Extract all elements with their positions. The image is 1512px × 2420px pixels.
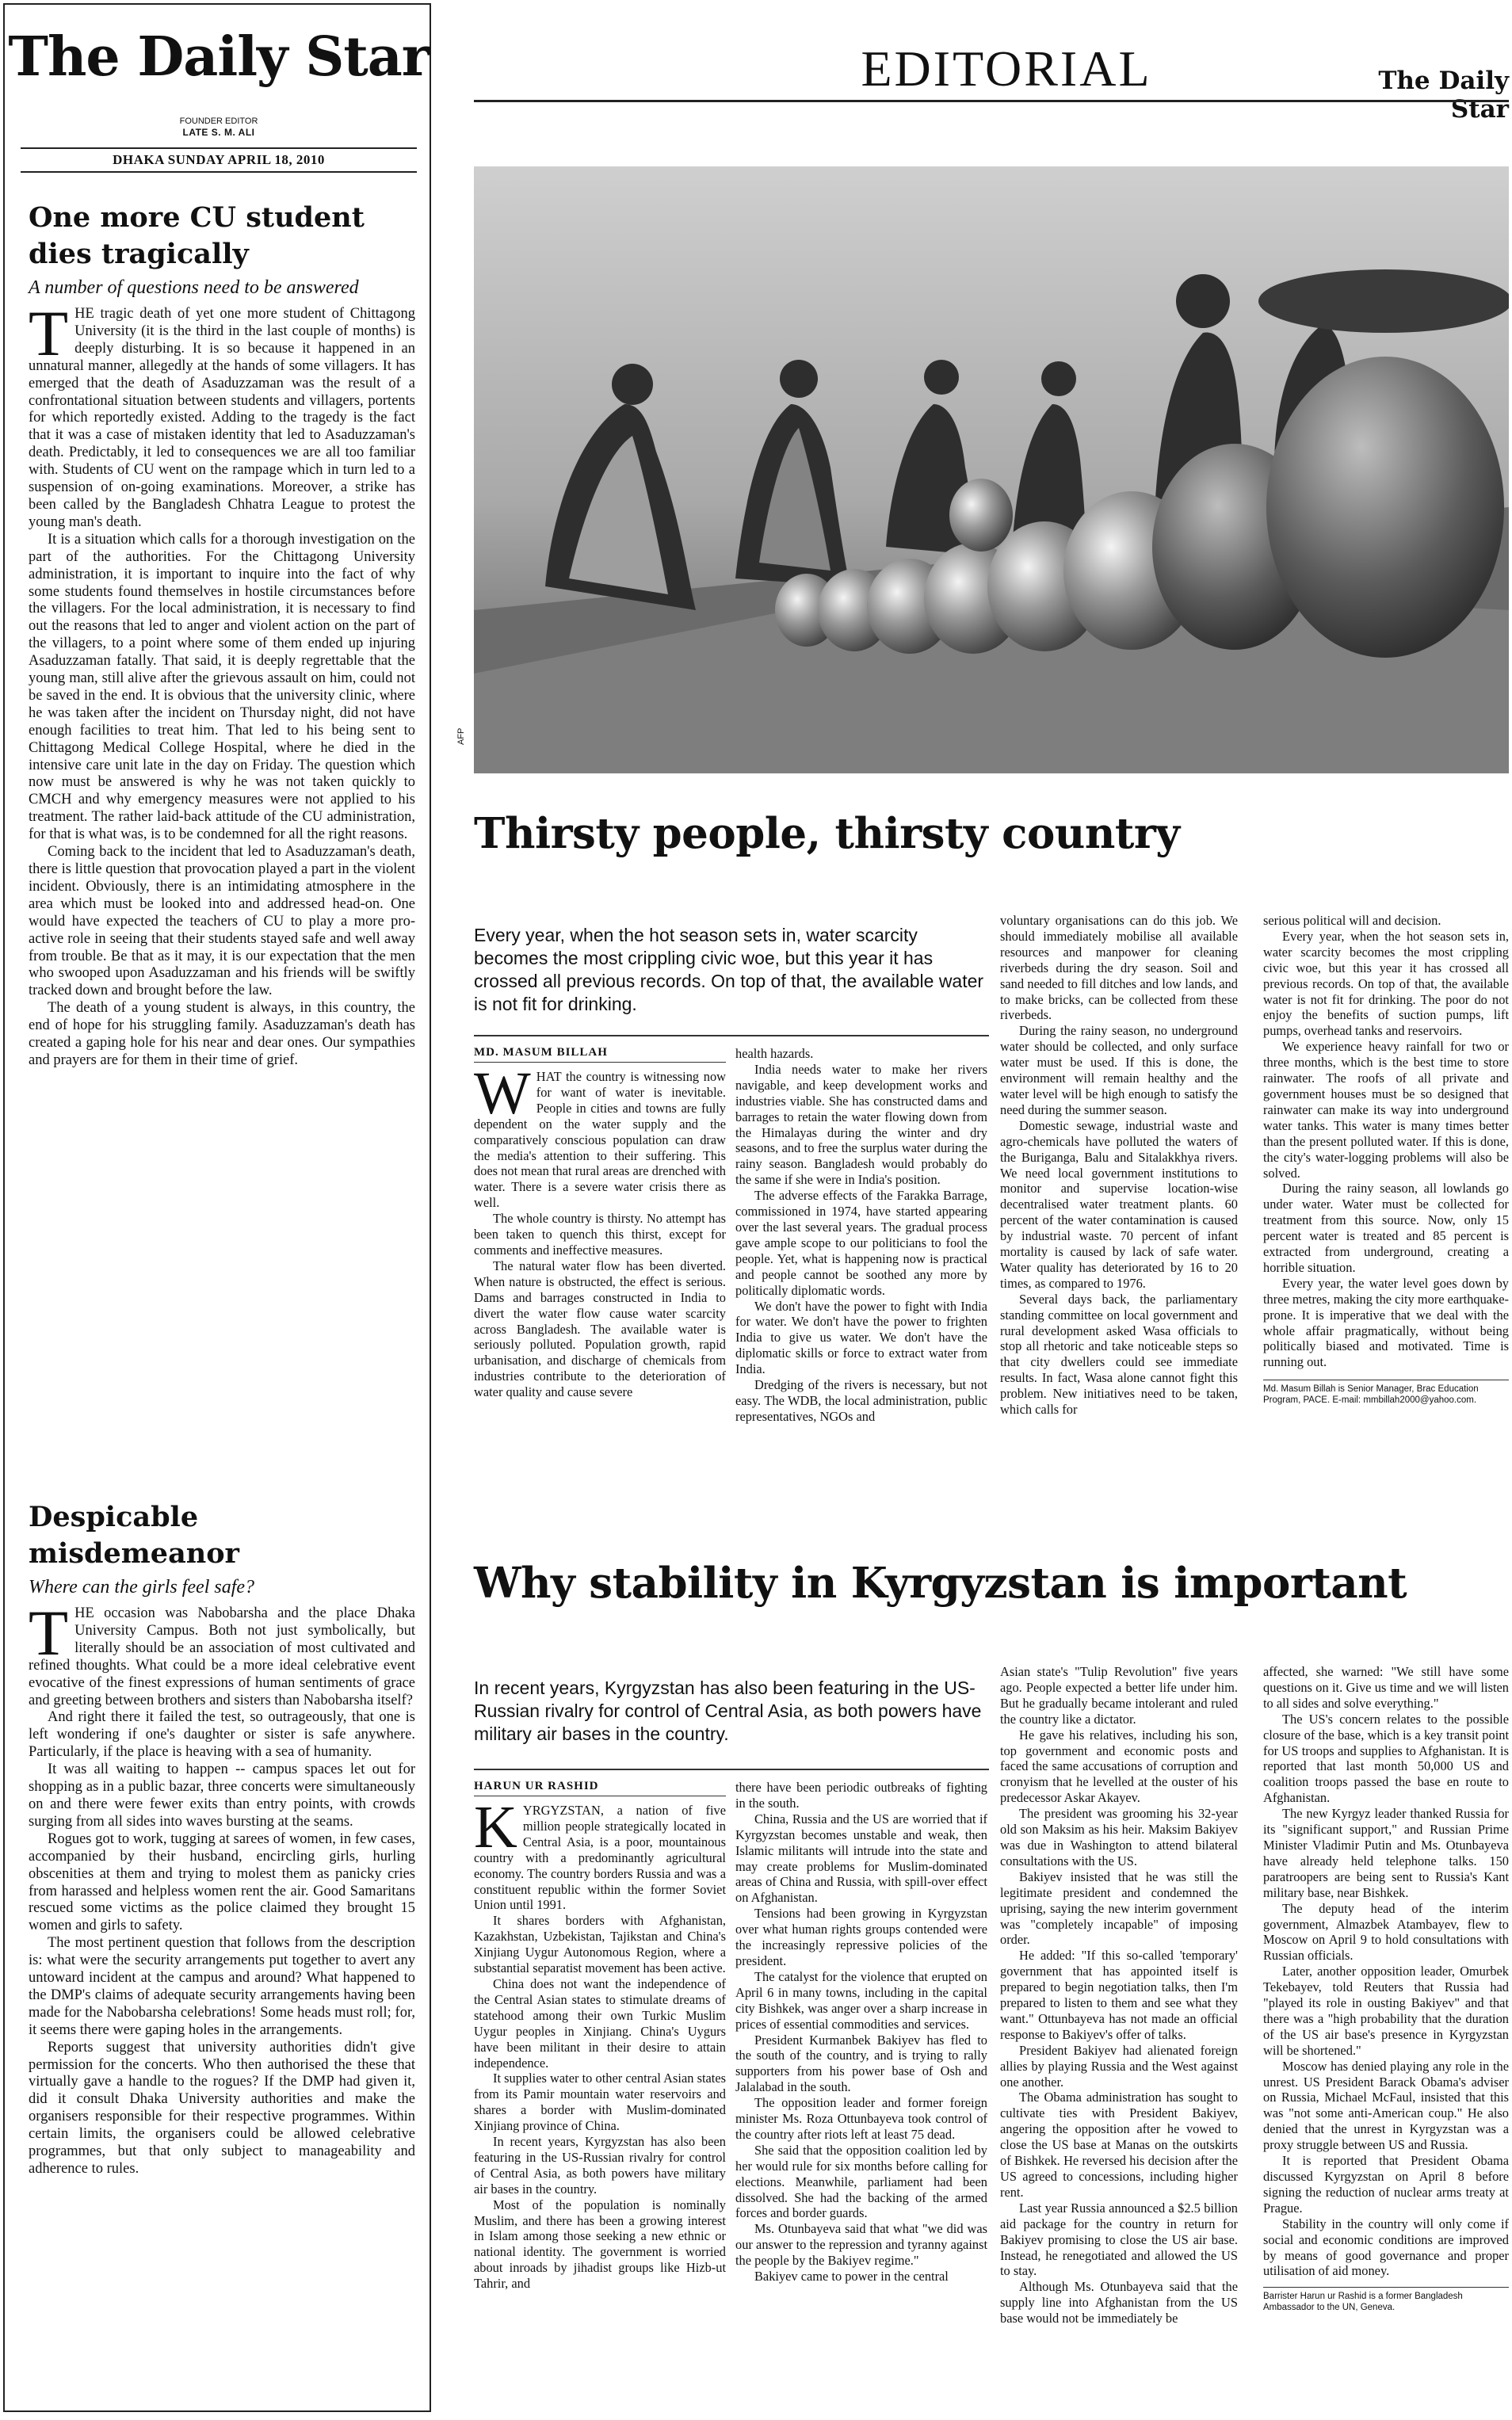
intro-rule bbox=[474, 1035, 989, 1036]
water-queue-photo bbox=[474, 166, 1509, 773]
editorial-cu-subtitle: A number of questions need to be answered bbox=[29, 277, 359, 298]
paragraph: Reports suggest that university authorities didn't give permission for the concerts. Who then authorised the these that virtually gave a handle to the rogues? If the DMP had given it, did it consult Dhaka University authorities and make the organisers responsible for their respective programmes. Within certain limits, the organisers could be allowed celebrative programmes, but that only subject to manageability and adherence to rules. bbox=[29, 2039, 415, 2177]
article-kyrgyzstan-col1 bbox=[474, 1780, 726, 2292]
paragraph: India needs water to make her rivers navigable, and keep development works and industries viable. She has constructed dams and barrages to retain the water flowing down from the Himalayas during the winter and dry seasons, and to free the surplus water during the rainy season. Bangladesh would probably do the same if she were in India's position. bbox=[735, 1061, 987, 1188]
founder-label: FOUNDER EDITOR bbox=[179, 116, 258, 126]
paragraph: The deputy head of the interim government, Almazbek Atambayev, flew to Moscow on April 9 to hold consultations with Russian officials. bbox=[1263, 1900, 1509, 1964]
paragraph: The death of a young student is always, in this country, the end of hope for his struggling family. Asaduzzaman's death has created a gaping hole for his near and dear ones. Our sympathies and prayers are for them in their time of grief. bbox=[29, 1000, 415, 1068]
paragraph: Every year, the water level goes down by three metres, making the city more earthquake-prone. It is imperative that we deal with the whole affair pragmatically, without being politically biased and motivated. Time is running out. bbox=[1263, 1275, 1509, 1370]
paragraph: The US's concern relates to the possible closure of the base, which is a key transit point for US troops and supplies to Afghanistan. It is reported that last month 50,000 US and coalition troops passed the base en route to Afghanistan. bbox=[1263, 1711, 1509, 1806]
paragraph: During the rainy season, all lowlands go under water. Water must be collected for treatment from this source. Now, only 15 percent water is treated and 85 percent is extracted from underground, creating a horrible situation. bbox=[1263, 1181, 1509, 1275]
article-kyrgyzstan-byline: HARUN UR RASHID bbox=[474, 1780, 726, 1796]
article-water-col1 bbox=[474, 1046, 726, 1400]
paragraph: The whole country is thirsty. No attempt has been taken to quench this thirst, except for comments and ineffective measures. bbox=[474, 1211, 726, 1258]
article-kyrgyzstan-col2 bbox=[735, 1780, 987, 2284]
paragraph: President Kurmanbek Bakiyev has fled to the south of the country, and is trying to rally supporters from his power base of Osh and Jalalabad in the south. bbox=[735, 2032, 987, 2095]
drop-cap: T bbox=[29, 1597, 69, 1669]
paragraph: THE occasion was Nabobarsha and the place Dhaka University Campus. Both not just symbolically, but literally should be an association of most cultivated and refined thoughts. What could be a more ideal celebrative event evocative of the finest expressions of human sentiments of grace and greeting between brothers and sisters than Nabobarsha itself? bbox=[29, 1597, 415, 1708]
paragraph: It supplies water to other central Asian states from its Pamir mountain water reservoirs and shares a border with Muslim-dominated Xinjiang province of China. bbox=[474, 2071, 726, 2134]
drop-cap: W bbox=[474, 1060, 531, 1127]
drop-cap: T bbox=[29, 297, 69, 369]
article-kyrgyzstan-col4 bbox=[1263, 1664, 1509, 2313]
paragraph: serious political will and decision. bbox=[1263, 913, 1441, 928]
paragraph: China, Russia and the US are worried that if Kyrgyzstan becomes unstable and weak, then Islamic militants will intrude into the state and may create problems for Muslim-dominated areas of China and Russia, with spill-over effect on Afghanistan. bbox=[735, 1811, 987, 1906]
article-kyrgyzstan-title: Why stability in Kyrgyzstan is important bbox=[474, 1559, 1407, 1608]
paragraph: Ms. Otunbayeva said that what "we did was our answer to the repression and tyranny against the people by the Bakiyev regime." bbox=[735, 2221, 987, 2269]
photo-illustration bbox=[474, 166, 1509, 773]
paragraph: Stability in the country will only come if social and economic conditions are improved by means of good governance and proper utilisation of aid money. bbox=[1263, 2216, 1509, 2279]
drop-cap: K bbox=[474, 1794, 517, 1861]
article-water-col2 bbox=[735, 1046, 987, 1425]
paragraph: WHAT the country is witnessing now for want of water is inevitable. People in cities and towns are fully dependent on the water supply and the comparatively conscious population can draw the media's attention to their suffering. This does not mean that rural areas are drenched with water. There is a severe water crisis there as well. bbox=[474, 1060, 726, 1211]
editorial-misdemeanor-body bbox=[29, 1597, 415, 2178]
article-kyrgyzstan-intro: In recent years, Kyrgyzstan has also been featuring in the US-Russian rivalry for control of Central Asia, as both powers have military air bases in the country. bbox=[474, 1678, 982, 1744]
paragraph: He added: "If this so-called 'temporary' government that has appointed itself is prepared to begin negotiation talks, then I'm prepared to listen to them and see what they want." Ottunbayeva has not made an official response to Bakiyev's offer of talks. bbox=[1000, 1948, 1238, 2042]
paragraph: Later, another opposition leader, Omurbek Tekebayev, told Reuters that Russia had "played its role in ousting Bakiyev" and that there was a "high probability that the duration of the US air base's presence in Kyrgyzstan will be shortened." bbox=[1263, 1964, 1509, 2058]
paragraph: During the rainy season, no underground water should be collected, and only surface water must be used. If this is done, the environment will remain healthy and the water level will be high enough to satisfy the need during the summer season. bbox=[1000, 1023, 1238, 1117]
paragraph: The president was grooming his 32-year old son Maksim as his heir. Maksim Bakiyev was due in Washington to attend bilateral consultations with the US. bbox=[1000, 1806, 1238, 1868]
founder-name: LATE S. M. ALI bbox=[182, 127, 255, 138]
editorial-cu-student bbox=[29, 200, 415, 1070]
article-water-intro: Every year, when the hot season sets in, water scarcity becomes the most crippling civic woe, but this year it has crossed all previous records. On top of that, the available water is not fit for drinking. bbox=[474, 925, 984, 1014]
editorial-misdemeanor bbox=[29, 1499, 415, 2178]
paragraph: KYRGYZSTAN, a nation of five million people strategically located in Central Asia, is a poor, mountainous country with a predominantly agricultural economy. The country borders Russia and was a constituent republic within the former Soviet Union until 1991. bbox=[474, 1794, 726, 1913]
paragraph: The adverse effects of the Farakka Barrage, commissioned in 1974, have started appearing over the last several years. The gradual process gave ample scope to our politicians to fool the people. Yet, what is happening now is practical and people cannot be soothed any more by politically diplomatic words. bbox=[735, 1188, 987, 1298]
paragraph: The most pertinent question that follows from the description is: what were the security arrangements put together to avert any untoward incident at the campus and around? What happened to the DMP's claims of adequate security arrangements having been made for the Nabobarsha celebrations! Some heads must roll; for, it seems there were gaping holes in the arrangements. bbox=[29, 1935, 415, 2038]
paragraph: The opposition leader and former foreign minister Ms. Roza Ottunbayeva took control of the country after riots left at least 75 dead. bbox=[735, 2095, 987, 2142]
paragraph: The Obama administration has sought to cultivate ties with President Bakiyev, angering the opposition after he vowed to close the US base at Manas on the outskirts of Bishkek. He reversed his decision after the US agreed to concessions, including higher rent. bbox=[1000, 2090, 1238, 2200]
paragraph: Although Ms. Otunbayeva said that the supply line into Afghanistan from the US base would not be immediately be bbox=[1000, 2279, 1238, 2326]
masthead-title: The Daily Star bbox=[8, 25, 430, 89]
left-editorial-column bbox=[3, 3, 431, 2412]
paragraph: He gave his relatives, including his son, top government and economic posts and faced the same accusations of corruption and cronyism that he levelled at the ouster of his predecessor Askar Akayev. bbox=[1000, 1727, 1238, 1806]
paragraph: The new Kyrgyz leader thanked Russia for its "significant support," and Russian Prime Minister Vladimir Putin and Ms. Otunbayeva have already held telephone talks. 150 paratroopers are being sent to Russia's Kant military base, near Bishkek. bbox=[1263, 1806, 1509, 1900]
paragraph: THE tragic death of yet one more student of Chittagong University (it is the third in the last couple of months) is deeply disturbing. It is so because it happened in an unnatural manner, allegedly at the hands of some villagers. It has emerged that the death of Asaduzzaman was the result of a confrontational situation between students and villagers, portents for which reportedly existed. Adding to the tragedy is the fact that it was a case of mistaken identity that led to Asaduzzaman's death. Predictably, it led to consequences we are all too familiar with. Students of CU went on the rampage which in turn led to a suspension of on-going examinations. Moreover, a strike has been called by the Bangladesh Chhatra League to protest the young man's death. bbox=[29, 297, 415, 530]
article-kyrgyzstan-col3 bbox=[1000, 1664, 1238, 2326]
author-note: Barrister Harun ur Rashid is a former Bangladesh Ambassador to the UN, Geneva. bbox=[1263, 2287, 1509, 2313]
paragraph: Several days back, the parliamentary standing committee on local government and rural development asked Wasa officials to stop all rhetoric and take noticeable steps so that city dwellers could see immediate results. In fact, Wasa alone cannot fight this problem. New initiatives need to be taken, which calls for bbox=[1000, 1291, 1238, 1418]
paragraph: Domestic sewage, industrial waste and agro-chemicals have polluted the waters of the Buriganga, Balu and Sitalakkhya rivers. We need local government institutions to monitor and supervise location-wise decentralised water treatment plants. 60 percent of the water contamination is caused by industrial waste. 70 percent of infant mortality is caused by lack of safe water. Water quality has deteriorated by 16 to 20 times, as compared to 1976. bbox=[1000, 1117, 1238, 1291]
intro-rule bbox=[474, 1769, 989, 1770]
paragraph: Dredging of the rivers is necessary, but not easy. The WDB, the local administration, public representatives, NGOs and bbox=[735, 1377, 987, 1424]
paragraph: health hazards. bbox=[735, 1046, 814, 1061]
article-water-col4 bbox=[1263, 913, 1509, 1406]
paragraph: In recent years, Kyrgyzstan has also been featuring in the US-Russian rivalry for control of Central Asia, as both powers have military air bases in the country. bbox=[474, 2134, 726, 2197]
paragraph: Asian state's "Tulip Revolution" five years ago. People expected a better life under him. But he gradually became intolerant and ruled the country like a dictator. bbox=[1000, 1664, 1238, 1727]
editorial-misdemeanor-title: Despicable misdemeanor bbox=[29, 1501, 239, 1570]
paragraph: Bakiyev insisted that he was still the legitimate president and condemned the uprising, saying the new interim government was "completely incapable" of imposing order. bbox=[1000, 1868, 1238, 1948]
paragraph: The catalyst for the violence that erupted on April 6 in many towns, including in the capital city Bishkek, was anger over a sharp increase in prices of essential commodities and services. bbox=[735, 1968, 987, 2032]
dateline: DHAKA SUNDAY APRIL 18, 2010 bbox=[21, 147, 417, 173]
paragraph: China does not want the independence of the Central Asian states to stimulate dreams of statehood among their own Turkic Muslim Uygur peoples in Xinjiang. China's Uygurs have been militant in their desire to attain independence. bbox=[474, 1975, 726, 2071]
section-rule bbox=[474, 100, 1509, 102]
paragraph: It is a situation which calls for a thorough investigation on the part of the authorities. For the Chittagong University administration, it is important to inquire into the fact of why some students found themselves in hostile circumstances before the villagers. For the local administration, it is necessary to find out the reasons that led to anger and violent action on the part of the villagers, to a point where some of them ended up injuring Asaduzzaman fatally. That said, it is deeply regrettable that the young man, still alive after the grievous assault on him, could not be saved in the end. It is obvious that the university clinic, where he was taken after the incident on Thursday night, did not have enough facilities to treat him. That led to his being sent to Chittagong Medical College Hospital, where he died in the intensive care unit late in the day on Friday. The question which now must be answered is why he was not taken quickly to CMCH and why emergency measures were not applied to his treatment. The rather laid-back attitude of the CU administration, for that is what was, is to be condemned for all the right reasons. bbox=[29, 531, 415, 843]
paragraph: Coming back to the incident that led to Asaduzzaman's death, there is little question that provocation played a part in the violent incident. Obviously, there is an intimidating atmosphere in the area which must be looked into and addressed head-on. One would have expected the teachers of CU to play a more pro-active role in seeing that their students stayed safe and well away from trouble. Be that as it may, it is our expectation that the men who swooped upon Asaduzzaman and his friends will be swiftly tracked down and brought before the law. bbox=[29, 844, 415, 999]
paragraph: The natural water flow has been diverted. When nature is obstructed, the effect is serious. Dams and barrages constructed in India to divert the water flow cause water scarcity across Bangladesh. The available water is seriously polluted. Population growth, rapid urbanisation, and discharge of chemicals from industries contribute to the deterioration of water quality and cause severe bbox=[474, 1258, 726, 1400]
paragraph: Last year Russia announced a $2.5 billion aid package for the country in return for Bakiyev promising to close the US air base. Instead, he renegotiated and allowed the US to stay. bbox=[1000, 2200, 1238, 2279]
paragraph: We don't have the power to fight with India for water. We don't have the power to frighten India to give us water. We don't have the diplomatic skills or force to extract water from India. bbox=[735, 1298, 987, 1377]
founder-credit bbox=[5, 116, 433, 138]
editorial-cu-body bbox=[29, 297, 415, 1070]
photo-credit: AFP bbox=[456, 727, 466, 745]
paragraph: Every year, when the hot season sets in, water scarcity becomes the most crippling civic woe, but this year it has crossed all previous records. On top of that, the available water is not fit for drinking. The poor do not enjoy the benefits of suction pumps, lift pumps, overhead tanks and reservoirs. bbox=[1263, 928, 1509, 1039]
editorial-cu-title: One more CU student dies tragically bbox=[29, 201, 365, 270]
paragraph: Tensions had been growing in Kyrgyzstan over what human rights groups contended were the increasingly repressive policies of the president. bbox=[735, 1906, 987, 1968]
paragraph: It was all waiting to happen -- campus spaces let out for shopping as in a public bazar, three concerts were simultaneously on and there were fewer exits than entry points, with crowds surging from all sides into waves bursting at the seams. bbox=[29, 1762, 415, 1830]
editorial-misdemeanor-subtitle: Where can the girls feel safe? bbox=[29, 1577, 255, 1597]
section-title: EDITORIAL bbox=[861, 40, 1152, 97]
paragraph: Most of the population is nominally Muslim, and there has been a growing interest in Islam among those seeking a new ethnic or national identity. The government is worried about inroads by jihadist groups like Hizb-ut Tahrir, and bbox=[474, 2197, 726, 2292]
paragraph: Moscow has denied playing any role in the unrest. US President Barack Obama's adviser on Russia, Michael McFaul, insisted that this was "not some anti-American coup." He also denied that the unrest in Kyrgyzstan was a proxy struggle between US and Russia. bbox=[1263, 2058, 1509, 2153]
author-note: Md. Masum Billah is Senior Manager, Brac Education Program, PACE. E-mail: mmbillah2000@yahoo.com. bbox=[1263, 1380, 1509, 1406]
paragraph: And right there it failed the test, so outrageously, that one is left wondering if one's daughter or sister is safe anywhere. Particularly, if the place is heaving with a sea of humanity. bbox=[29, 1709, 415, 1761]
paragraph: affected, she warned: "We still have some questions on it. Give us time and we will listen to all sides and solve everything." bbox=[1263, 1664, 1509, 1711]
paragraph: Bakiyev came to power in the central bbox=[754, 2269, 949, 2284]
article-water-title: Thirsty people, thirsty country bbox=[474, 809, 1180, 858]
paragraph: voluntary organisations can do this job. We should immediately mobilise all available resources and manpower for cleaning riverbeds during the dry season. Soil and sand needed to fill ditches and low lands, and to make bricks, can be collected from these riverbeds. bbox=[1000, 913, 1238, 1023]
paragraph: It is reported that President Obama discussed Kyrgyzstan on April 8 before signing the reduction of nuclear arms treaty at Prague. bbox=[1263, 2153, 1509, 2216]
section-logo: The Daily Star bbox=[1378, 67, 1509, 124]
paragraph: Rogues got to work, tugging at sarees of women, in few cases, accompanied by their husband, encircling girls, hurling obscenities at them and trying to molest them as panicky cries from harassed and helpless women rent the air. Good Samaritans rescued some victims as the police claimed they brought 15 women and girls to safety. bbox=[29, 1830, 415, 1934]
paragraph: We experience heavy rainfall for two or three months, which is the best time to store rainwater. The roofs of all private and government houses must be so designed that rainwater can make its way into underground water tanks. This water is many times better than the present polluted water. If this is done, the city's water-logging problems will also be solved. bbox=[1263, 1039, 1509, 1181]
article-water-byline: MD. MASUM BILLAH bbox=[474, 1046, 726, 1063]
paragraph: She said that the opposition coalition led by her would rule for six months before calling for elections. Meanwhile, parliament had been dissolved. She had the backing of the armed forces and border guards. bbox=[735, 2142, 987, 2221]
paragraph: President Bakiyev had alienated foreign allies by playing Russia and the West against one another. bbox=[1000, 2042, 1238, 2090]
paragraph: It shares borders with Afghanistan, Kazakhstan, Uzbekistan, Tajikstan and China's Xinjiang Uygur Autonomous Region, where a substantial separatist movement has been active. bbox=[474, 1913, 726, 1976]
article-water-col3 bbox=[1000, 913, 1238, 1418]
paragraph: there have been periodic outbreaks of fighting in the south. bbox=[735, 1780, 987, 1811]
